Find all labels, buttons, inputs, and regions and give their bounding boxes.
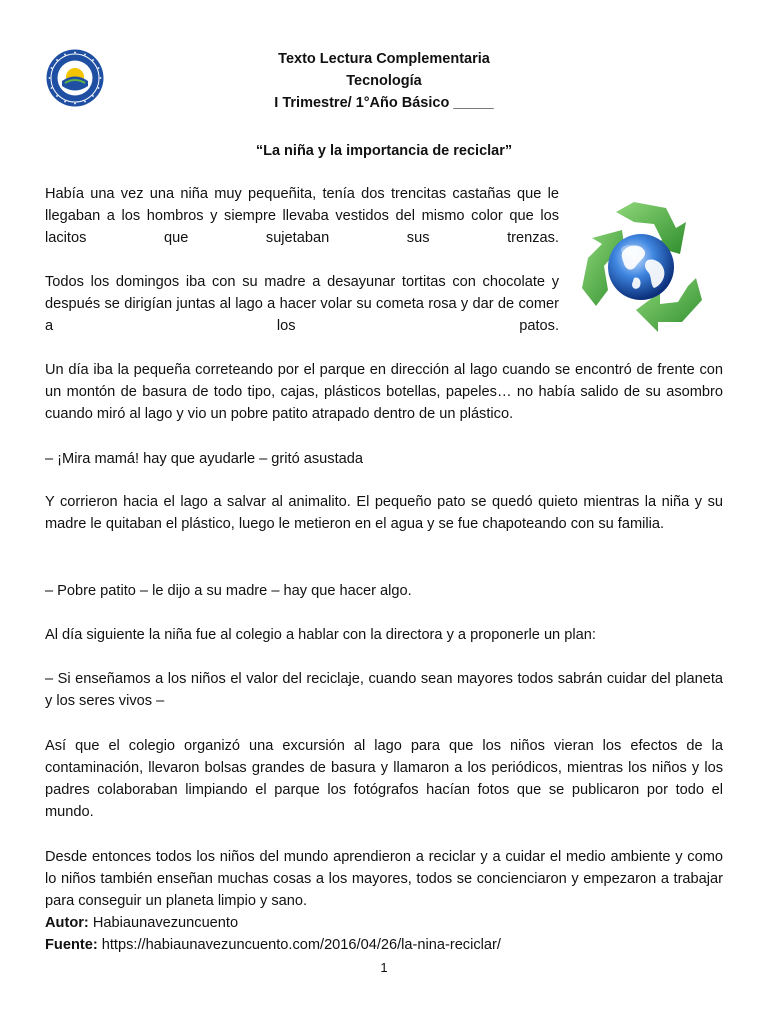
paragraph: – Pobre patito – le dijo a su madre – hay que hacer algo. <box>45 583 412 599</box>
paragraph: Al día siguiente la niña fue al colegio a hablar con la directora y a proponerle un plan: <box>45 627 596 643</box>
document-header <box>200 48 568 114</box>
footer-author <box>45 912 723 934</box>
paragraph: Así que el colegio organizó una excursión al lago para que los niños vieran los efectos de la contaminación, llevaron bolsas grandes de basura y llamaron a los periódicos, mientras los niños y los padres colaboraban limpiando el parque los fotógrafos hacían fotos que se publicaron por todo el mundo. <box>45 738 723 820</box>
paragraph: – Si enseñamos a los niños el valor del reciclaje, cuando sean mayores todos sabrán cuidar del planeta y los seres vivos – <box>45 671 723 709</box>
story-title: “La niña y la importancia de reciclar” <box>255 143 513 159</box>
page-number: 1 <box>380 960 388 975</box>
paragraph: – ¡Mira mamá! hay que ayudarle – gritó asustada <box>45 451 363 467</box>
source-value: https://habiaunavezuncuento.com/2016/04/26/la-nina-reciclar/ <box>101 937 501 953</box>
school-seal-icon <box>45 48 105 108</box>
paragraph: Todos los domingos iba con su madre a desayunar tortitas con chocolate y después se dirigían juntas al lago a hacer volar su cometa rosa y dar de comer a los patos. <box>45 274 559 334</box>
paragraph: Y corrieron hacia el lago a salvar al animalito. El pequeño pato se quedó quieto mientras la niña y su madre le quitaban el plástico, luego le metieron en el agua y se fue chapoteando con su familia. <box>45 494 723 532</box>
paragraph: Había una vez una niña muy pequeñita, tenía dos trencitas castañas que le llegaban a los hombros y siempre llevaba vestidos del mismo color que los lacitos que sujetaban sus trenzas. <box>45 186 559 246</box>
paragraph: Un día iba la pequeña correteando por el parque en dirección al lago cuando se encontró de frente con un montón de basura de todo tipo, cajas, plásticos botellas, papeles… no había salido de su asombro cuando miró al lago y vio un pobre patito atrapado dentro de un plástico. <box>45 362 723 422</box>
source-label: Fuente: <box>45 937 98 953</box>
footer-source <box>45 934 723 956</box>
author-label: Autor: <box>45 915 89 931</box>
author-value: Habiaunavezuncuento <box>92 915 239 931</box>
header-grade: I Trimestre/ 1°Año Básico _____ <box>274 95 494 111</box>
paragraph: Desde entonces todos los niños del mundo aprendieron a reciclar y a cuidar el medio ambiente y como lo niños también enseñan muchas cosas a los mayores, todos se concienciaron y empezaron a trabajar para conseguir un planeta limpio y sano. <box>45 849 723 909</box>
header-subject: Tecnología <box>346 73 422 89</box>
recycle-globe-icon <box>578 200 704 332</box>
header-title: Texto Lectura Complementaria <box>278 51 490 67</box>
